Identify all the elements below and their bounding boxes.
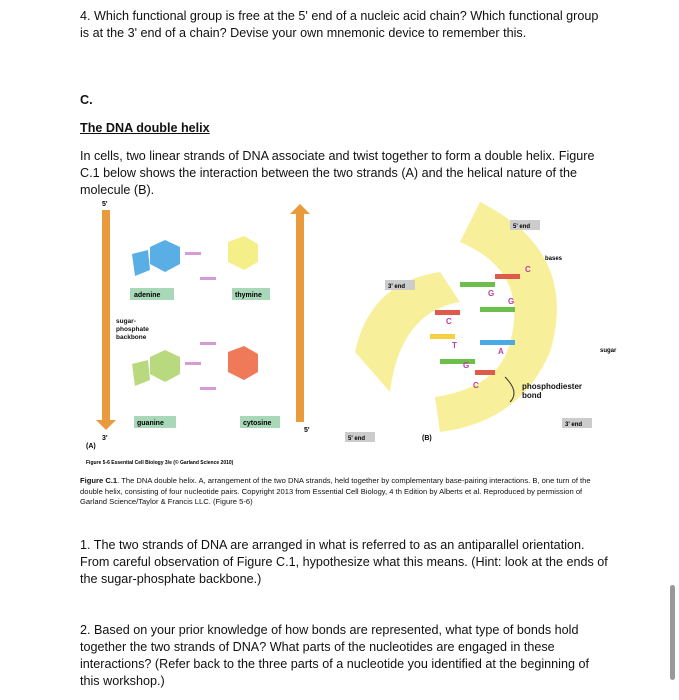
panel-a-label: (A): [86, 443, 96, 450]
svg-text:T: T: [452, 341, 457, 350]
panel-b: [345, 202, 617, 442]
backbone-right: [296, 212, 304, 422]
adenine-ring: [150, 240, 180, 272]
question-1: 1. The two strands of DNA are arranged in what is referred to as an antiparallel orientation. From careful observation of Figure C.1, hypothesize what this means. (Hint: look at the ends of the sugar-phosphate backbone.): [80, 538, 608, 586]
backbone-left: [102, 210, 110, 420]
svg-text:3' end: 3' end: [388, 284, 406, 290]
guanine-ring: [150, 350, 180, 382]
question-4: 4. Which functional group is free at the 5' end of a nucleic acid chain? Which functional group is at the 3' end of a chain? Devise your own mnemonic device to remember this.: [80, 9, 599, 40]
adenine-label: adenine: [134, 292, 161, 299]
section-title: The DNA double helix: [80, 121, 210, 135]
svg-text:C: C: [446, 317, 452, 326]
question-2: 2. Based on your prior knowledge of how bonds are represented, what type of bonds hold together the two strands of DNA? What parts of the nucleotides are engaged in these interactions? (Refer back to the three parts of a nucleotide you identified at the beginning of this workshop.): [80, 623, 589, 688]
svg-text:G: G: [488, 289, 495, 298]
thymine-ring: [228, 236, 258, 270]
intro-paragraph: In cells, two linear strands of DNA associate and twist together to form a double helix. Figure C.1 below shows the interaction between the two strands (A) and the helical nature of the molecule (B).: [80, 149, 595, 197]
svg-text:G: G: [508, 297, 515, 306]
phosphodiester-bond-label: phosphodiester bond: [522, 382, 583, 400]
panel-a: [86, 201, 310, 466]
dna-figure: [80, 192, 617, 474]
backbone-label: sugar-phosphate backbone: [116, 318, 149, 341]
section-label: C.: [80, 93, 93, 107]
cytosine-ring: [228, 346, 258, 380]
thymine-label: thymine: [235, 292, 262, 299]
svg-text:sugar: sugar: [600, 348, 617, 354]
svg-text:5' end: 5' end: [513, 224, 531, 230]
svg-text:C: C: [473, 381, 479, 390]
scrollbar[interactable]: [670, 585, 675, 680]
svg-text:A: A: [498, 347, 504, 356]
end-label: 5': [102, 201, 108, 208]
panel-a-credit: Figure 5-6 Essential Cell Biology 3/e (© Garland Science 2010): [86, 460, 234, 466]
panel-b-label: (B): [422, 435, 432, 442]
guanine-label: guanine: [137, 420, 164, 427]
figure-caption: Figure C.1. The DNA double helix. A, arrangement of the two DNA strands, held together by complementary base-pairing interactions. B, one turn of the double helix, consisting of four nucleotide pairs. Copyright 2013 from Essential Cell Biology, 4 th Edition by Alberts et al. Reproduced by permission of Garland Science/Taylor & Francis LLC. (Figure 5-6): [80, 476, 591, 506]
svg-text:G: G: [463, 361, 470, 370]
end-label: 5': [304, 427, 310, 434]
cytosine-label: cytosine: [243, 420, 272, 427]
end-label: 3': [102, 435, 108, 442]
svg-text:5' end: 5' end: [348, 436, 366, 442]
svg-text:C: C: [525, 265, 531, 274]
svg-text:bases: bases: [545, 256, 563, 262]
svg-text:3' end: 3' end: [565, 422, 583, 428]
